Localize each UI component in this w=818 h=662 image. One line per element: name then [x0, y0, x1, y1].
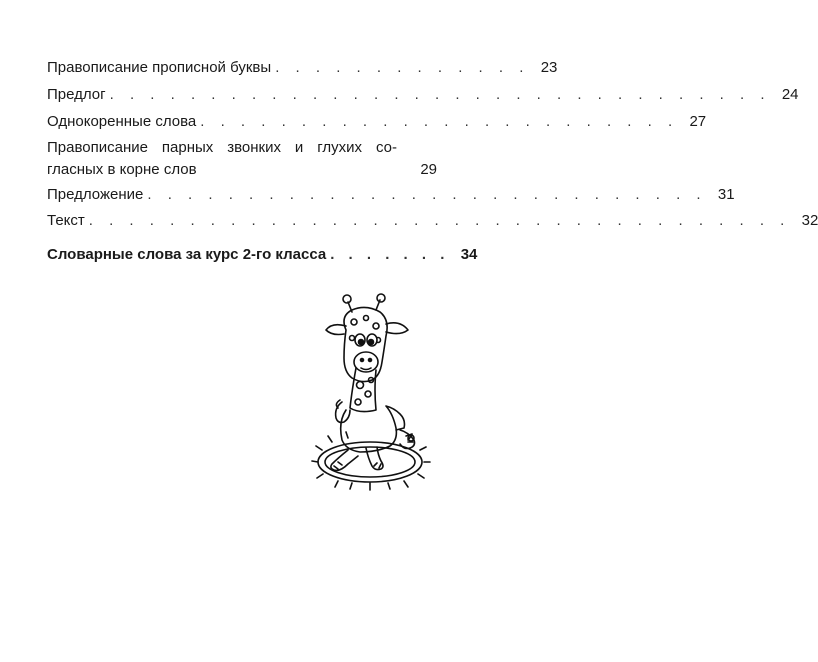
toc-entry [47, 183, 735, 207]
toc-entry [47, 56, 558, 80]
toc-entry-title: Правописание прописной буквы [47, 59, 272, 76]
toc-page-number: 27 [689, 113, 707, 130]
toc-entry [47, 209, 818, 233]
toc-entry-title: Однокоренные слова [47, 113, 197, 130]
toc-page-number: 29 [420, 161, 437, 178]
giraffe-arm [336, 400, 350, 423]
toc-page-number: 32 [801, 212, 818, 229]
toc-entry [47, 110, 707, 134]
toc-leader-dots: . . . . . . . [330, 246, 450, 263]
toc-entry-title: Текст [47, 212, 85, 229]
toc-leader-dots: . . . . . . . . . . . . . . . . . . . . . . . . [200, 113, 679, 130]
table-of-contents [47, 56, 818, 267]
toc-entry-title-line1: Правописание парных звонких и глухих со- [47, 139, 397, 156]
toc-page-number: 31 [717, 186, 735, 203]
toc-entry-title: Словарные слова за курс 2-го класса [47, 246, 327, 263]
giraffe-head [326, 294, 408, 382]
giraffe-neck [350, 368, 376, 412]
toc-page-number: 34 [460, 246, 478, 263]
toc-entry-title-line2: гласных в корне слов [47, 161, 197, 178]
toc-entry [47, 83, 799, 107]
toc-leader-dots: . . . . . . . . . . . . . . . . . . . . . . . . . . . . [147, 186, 707, 203]
toc-leader-dots: . . . . . . . . . . . . . . . . . . . . . . . . . . . . . . . . . . . [88, 212, 791, 229]
toc-entry-multiline [47, 137, 437, 181]
giraffe-illustration [308, 290, 443, 500]
toc-leader-dots: . . . . . . . . . . . . . . . . . . . . . . . . . . . . . . . . . [109, 86, 771, 103]
toc-page-number: 24 [781, 86, 799, 103]
toc-entry-title: Предлог [47, 86, 106, 103]
toc-page-number: 23 [540, 59, 558, 76]
toc-entry [47, 243, 478, 267]
toc-leader-dots: . . . . . . . . . . . . . [275, 59, 530, 76]
toc-entry-title: Предложение [47, 186, 144, 203]
